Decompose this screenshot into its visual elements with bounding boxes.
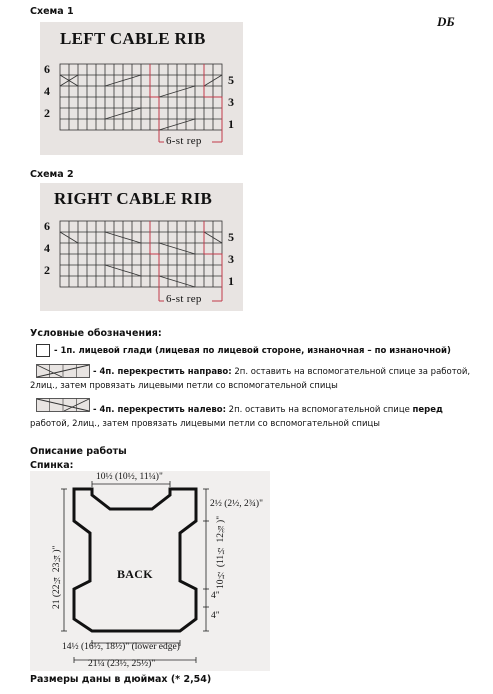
row-num: 1	[228, 117, 235, 131]
scheme2-right-rows	[228, 226, 234, 292]
scheme1-title: LEFT CABLE RIB	[60, 29, 206, 48]
back-piece-label: BACK	[117, 567, 153, 581]
row-num: 4	[44, 84, 51, 98]
top-width-dim: 10½ (10½, 11¼)"	[96, 472, 163, 482]
legend-right-cross-text2: 2лиц., затем провязать лицевыми петли со вспомогательной спицы	[30, 381, 338, 391]
armhole-depth-dim: 10½ (11½ 12¾)"	[216, 515, 226, 589]
row-num: 3	[228, 95, 235, 109]
row-num: 6	[44, 219, 51, 233]
total-length-dim: 21 (22¼ 23¼)"	[52, 545, 62, 609]
row-num: 5	[228, 73, 235, 87]
scheme1-label: Схема 1	[30, 6, 74, 17]
total-width-dim: 21¼ (23½, 25½)"	[88, 659, 156, 669]
legend-item-left-cross	[93, 404, 483, 416]
row-num: 4	[44, 241, 51, 255]
row-num: 6	[44, 62, 51, 76]
left-cross-symbol-icon	[36, 398, 90, 412]
segment-2-dim: 4"	[211, 611, 220, 621]
scheme1-repeat: 6-st rep	[166, 135, 202, 147]
legend-left-cross-bold2: перед	[412, 405, 443, 415]
scheme1-left-rows	[44, 58, 50, 124]
legend-item-knit-text: - 1п. лицевой глади (лицевая по лицевой стороне, изнаночная – по изнаночной)	[54, 346, 451, 356]
legend-item-right-cross	[93, 366, 483, 378]
row-num: 1	[228, 274, 235, 288]
row-num: 2	[44, 106, 51, 120]
scheme2-repeat: 6-st rep	[166, 293, 202, 305]
scheme2-left-rows	[44, 215, 50, 281]
legend-left-cross-text2: работой, 2лиц., затем провязать лицевыми петли со вспомогательной спицы	[30, 419, 380, 429]
legend-left-cross-text: 2п. оставить на вспомогательной спице	[225, 405, 413, 415]
knit-stitch-symbol-icon	[36, 344, 50, 357]
back-schematic	[30, 471, 270, 671]
description-subheading: Спинка:	[30, 460, 74, 471]
description-heading: Описание работы	[30, 446, 127, 457]
right-cross-symbol-icon	[36, 364, 90, 378]
scheme1-grid	[40, 22, 243, 155]
scheme2-title: RIGHT CABLE RIB	[54, 189, 213, 208]
legend-item-right-cross-cont	[30, 380, 470, 392]
legend-heading: Условные обозначения:	[30, 328, 162, 339]
legend-left-cross-title: - 4п. перекрестить налево:	[93, 405, 226, 415]
segment-1-dim: 4"	[211, 591, 220, 601]
row-num: 2	[44, 263, 51, 277]
scheme1-right-rows	[228, 69, 234, 135]
lower-edge-dim: 14½ (16½, 18½)" (lower edge)	[62, 642, 180, 652]
scheme2-grid	[40, 183, 243, 311]
scheme2-chart	[40, 183, 243, 311]
corner-mark: DБ	[437, 14, 455, 29]
scheme1-chart	[40, 22, 243, 155]
legend-right-cross-text: 2п. оставить на вспомогательной спице за работой,	[231, 367, 471, 377]
legend-right-cross-title: - 4п. перекрестить направо:	[93, 367, 232, 377]
legend-item-knit	[54, 345, 451, 357]
sizes-footer: Размеры даны в дюймах (* 2,54)	[30, 674, 212, 685]
scheme2-label: Схема 2	[30, 169, 74, 180]
legend-item-left-cross-cont	[30, 418, 470, 430]
row-num: 3	[228, 252, 235, 266]
row-num: 5	[228, 230, 235, 244]
armhole-dim: 2½ (2½, 2¾)"	[210, 499, 263, 509]
